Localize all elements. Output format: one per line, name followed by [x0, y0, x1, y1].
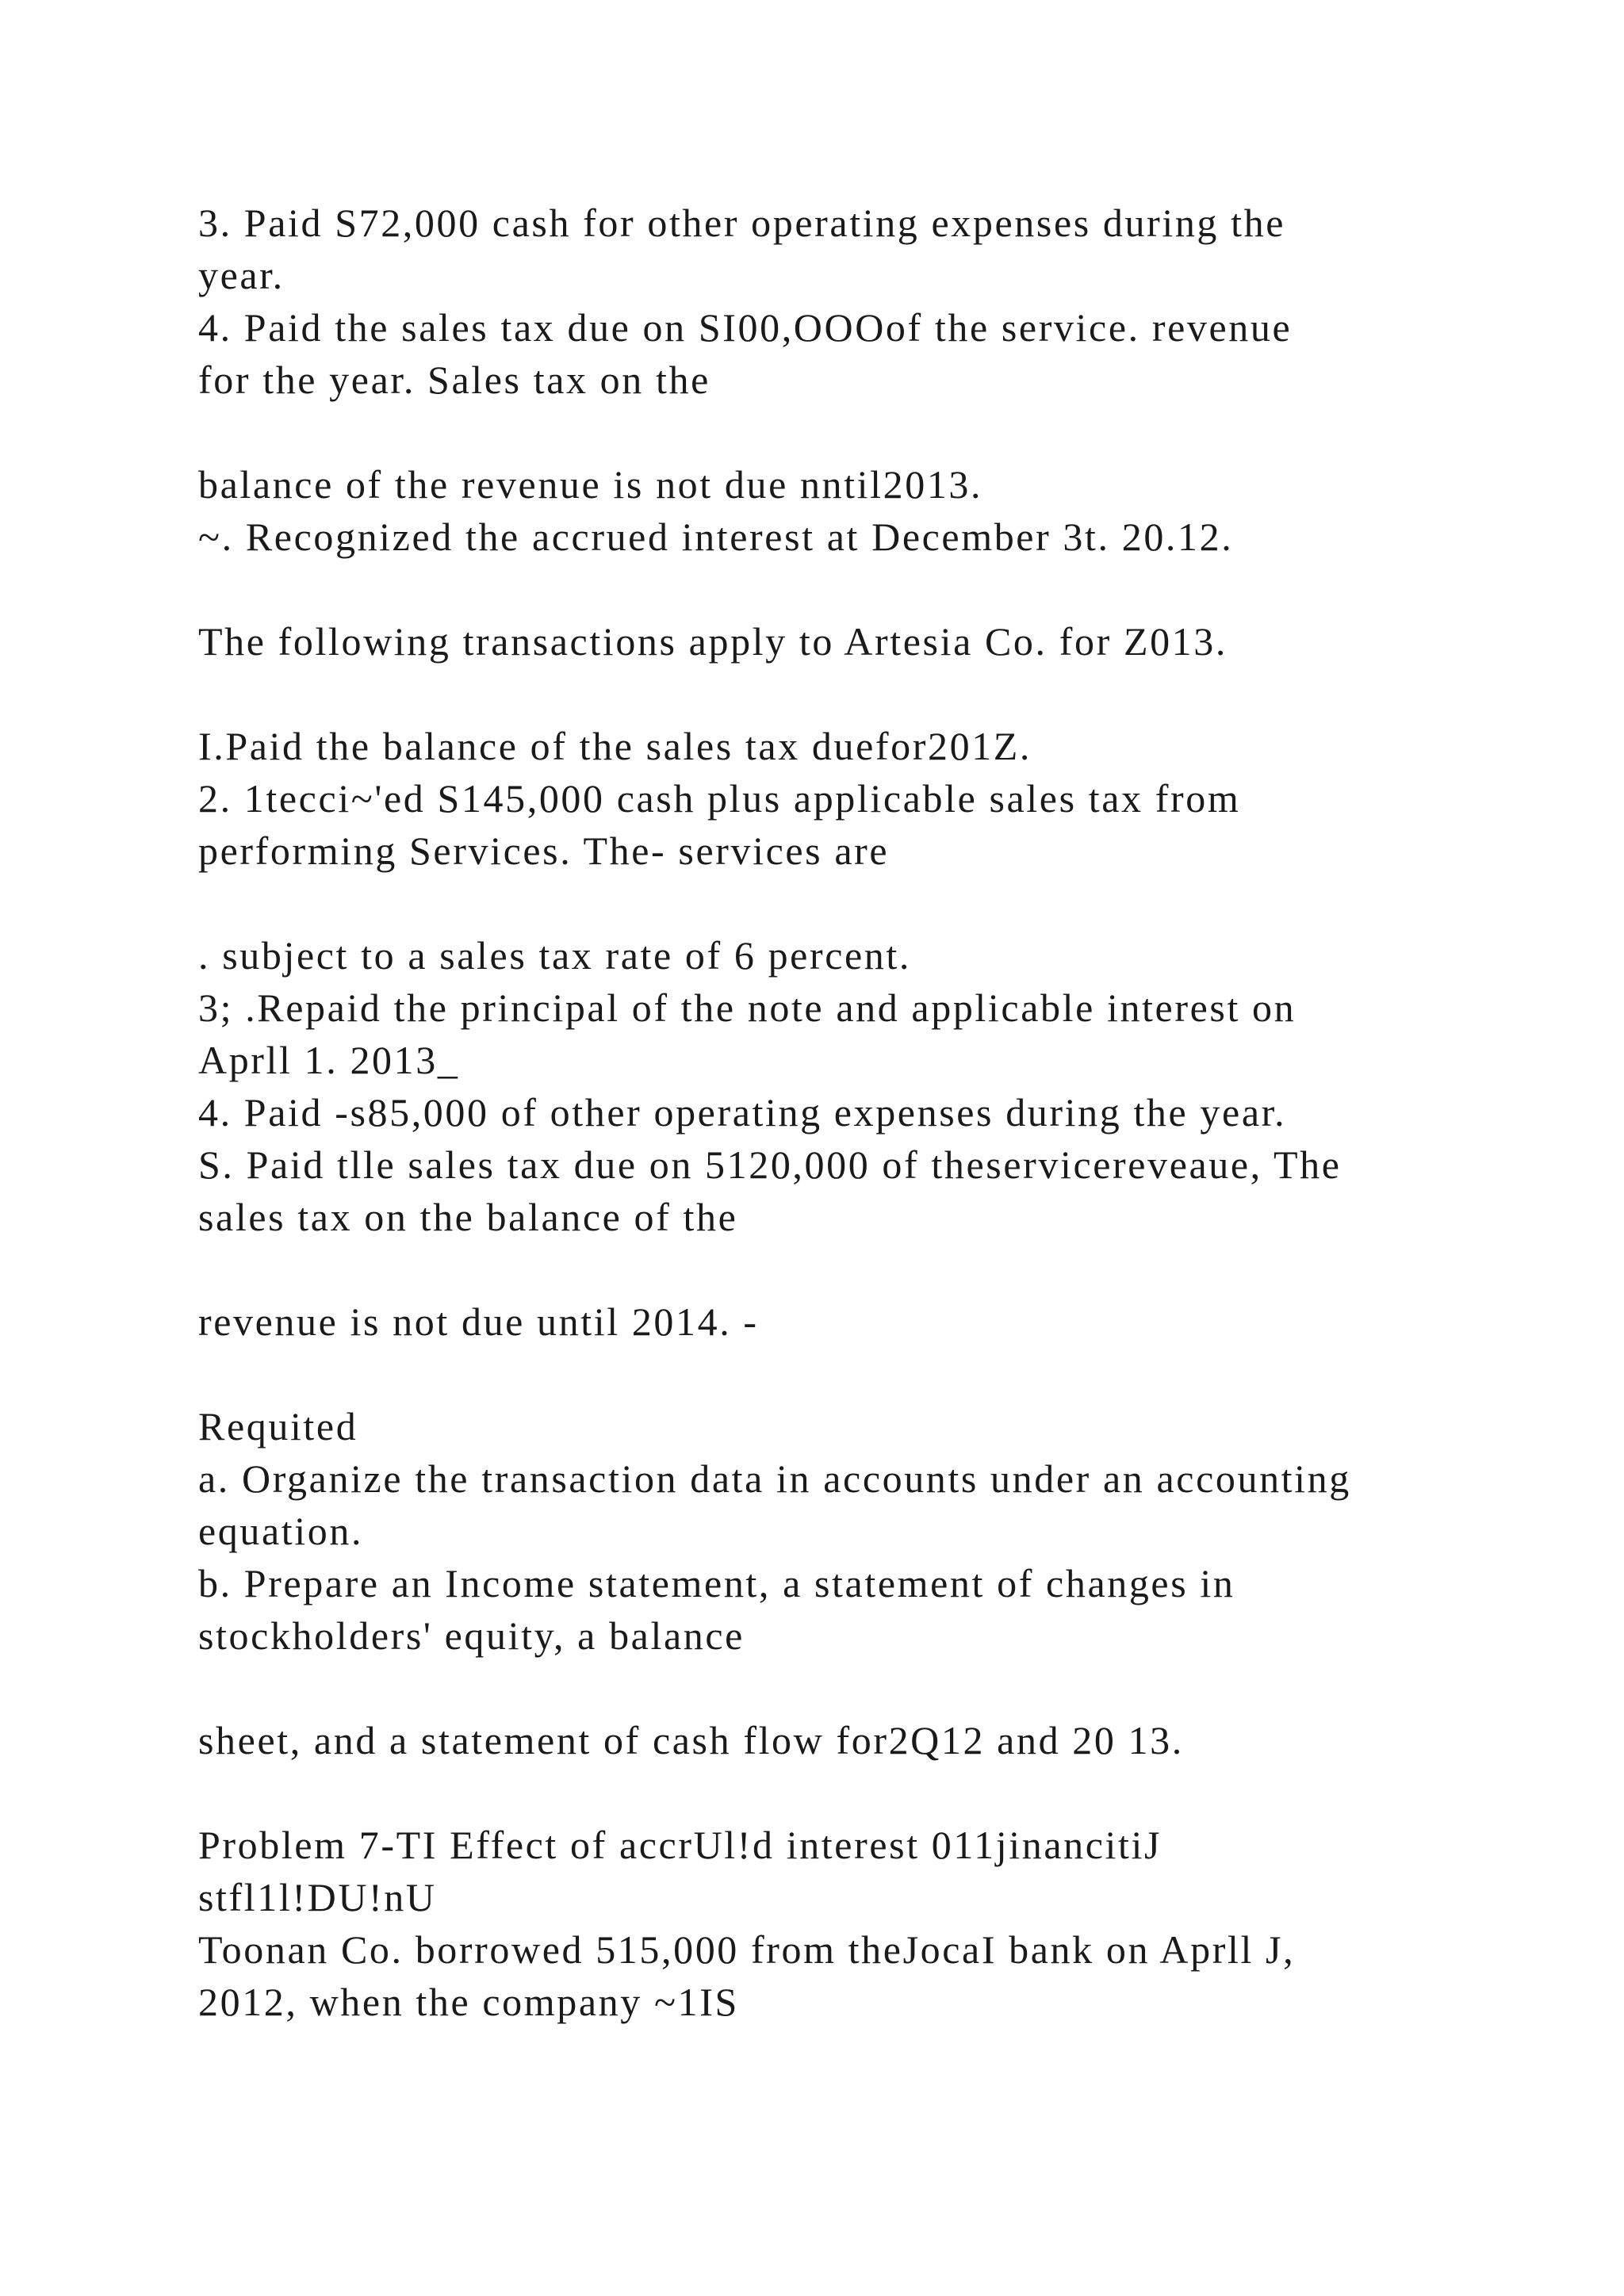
text-line: equation. [198, 1509, 364, 1553]
blank-line [198, 877, 1467, 929]
text-line: stockholders' equity, a balance [198, 1613, 745, 1658]
text-line: ~. Recognized the accrued interest at December 3t. 20.12. [198, 515, 1234, 559]
text-line: 2. 1tecci~'ed S145,000 cash plus applicable sales tax from [198, 776, 1241, 821]
text-line: . subject to a sales tax rate of 6 percent. [198, 933, 911, 978]
blank-line [198, 1348, 1467, 1400]
document-body [198, 197, 1467, 2028]
blank-line [198, 406, 1467, 458]
section-heading: Requited [198, 1404, 358, 1448]
text-line: b. Prepare an Income statement, a statement of changes in [198, 1561, 1235, 1605]
text-line: 4. Paid -s85,000 of other operating expenses during the year. [198, 1090, 1287, 1135]
text-line: 3. Paid S72,000 cash for other operating expenses during the [198, 201, 1286, 245]
blank-line [198, 563, 1467, 615]
text-line: 3; .Repaid the principal of the note and applicable interest on [198, 985, 1297, 1030]
text-line: for the year. Sales tax on the [198, 358, 710, 402]
text-line: revenue is not due until 2014. - [198, 1299, 759, 1344]
text-line: I.Paid the balance of the sales tax duefor201Z. [198, 724, 1032, 768]
text-line: sheet, and a statement of cash flow for2Q12 and 20 13. [198, 1718, 1184, 1762]
text-line: Aprll 1. 2013_ [198, 1038, 460, 1082]
text-line: 4. Paid the sales tax due on SI00,OOOof the service. revenue [198, 305, 1293, 350]
section-heading: The following transactions apply to Artesia Co. for Z013. [198, 619, 1228, 664]
text-line: a. Organize the transaction data in accounts under an accounting [198, 1456, 1351, 1501]
text-line: balance of the revenue is not due nntil2013. [198, 462, 983, 507]
text-line: year. [198, 253, 285, 297]
problem-heading: stfl1l!DU!nU [198, 1875, 437, 1919]
blank-line [198, 1243, 1467, 1295]
blank-line [198, 1766, 1467, 1819]
text-line: performing Services. The- services are [198, 828, 890, 873]
blank-line [198, 668, 1467, 720]
text-line: S. Paid tlle sales tax due on 5120,000 of theservicereveaue, The [198, 1142, 1342, 1187]
text-line: 2012, when the company ~1IS [198, 1980, 739, 2024]
text-line: Toonan Co. borrowed 515,000 from theJocaI bank on Aprll J, [198, 1927, 1296, 1972]
problem-heading: Problem 7-TI Effect of accrUl!d interest 011jinancitiJ [198, 1823, 1162, 1867]
blank-line [198, 1662, 1467, 1714]
text-line: sales tax on the balance of the [198, 1195, 738, 1239]
